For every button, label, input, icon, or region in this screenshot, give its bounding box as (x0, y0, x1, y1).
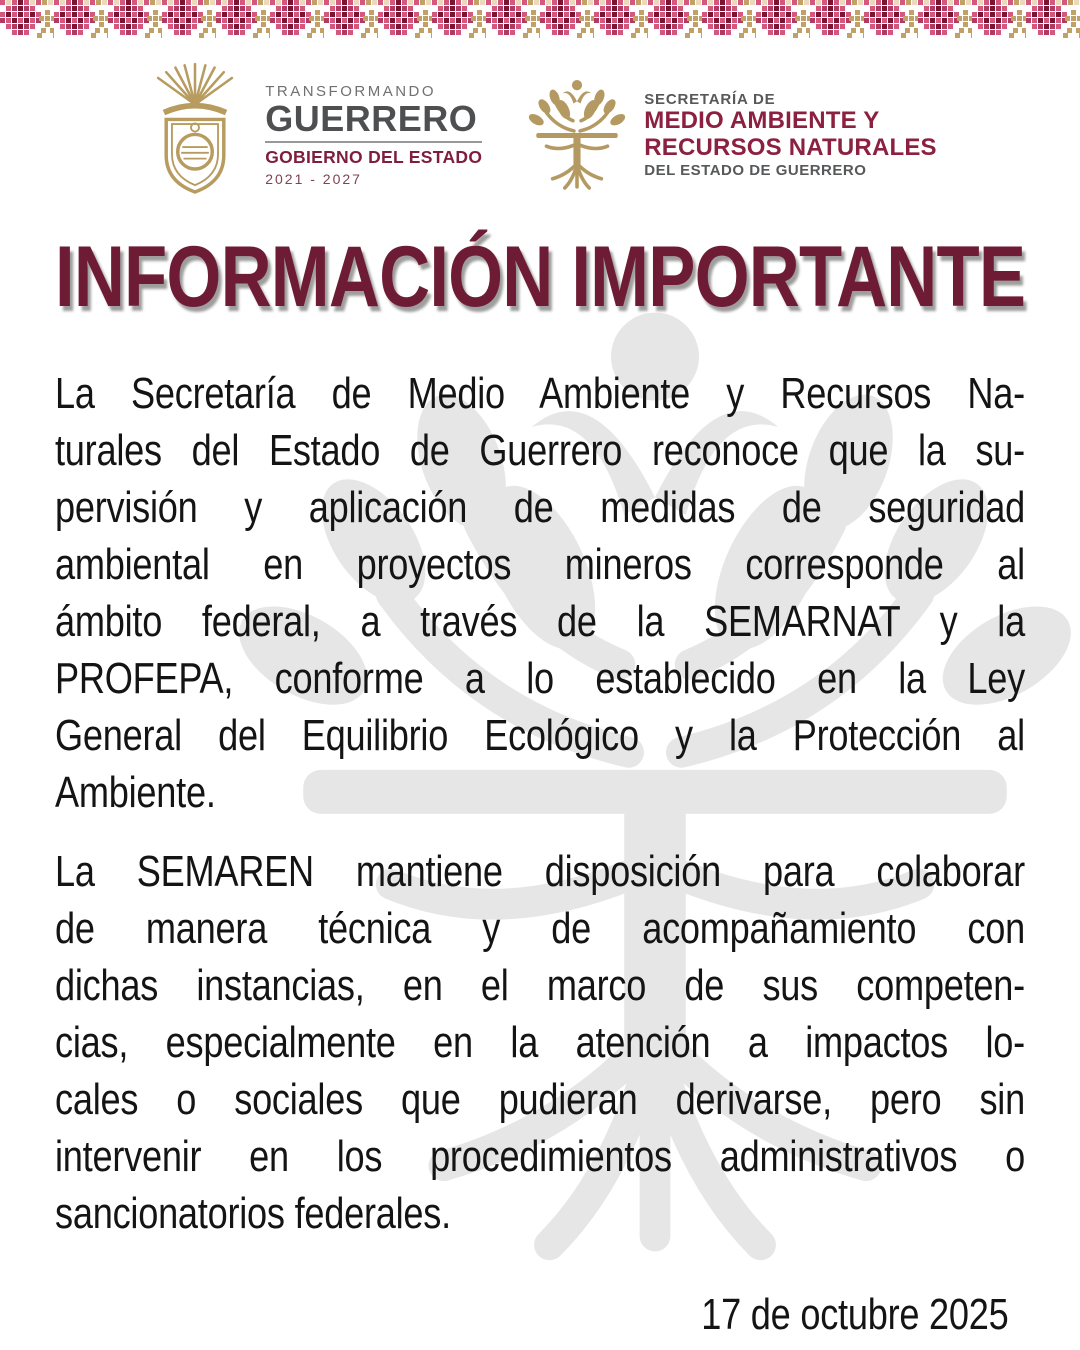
cross-stitch-border-icon (0, 0, 1080, 40)
date-label: 17 de octubre 2025 (701, 1290, 1009, 1339)
semaren-logo (526, 78, 937, 192)
body-line: La SEMAREN mantiene disposición para colaborar (55, 847, 1025, 896)
period-label: 2021 - 2027 (265, 170, 362, 187)
guerrero-coat-of-arms-icon (143, 63, 247, 207)
secretaria-de-label: SECRETARÍA DE (644, 91, 776, 109)
body-line: Ambiente. (55, 768, 216, 817)
body-line: cias, especialmente en la atención a impactos lo- (55, 1018, 1025, 1067)
body-line: General del Equilibrio Ecológico y la Protección al (55, 711, 1025, 760)
body-line: La Secretaría de Medio Ambiente y Recursos Na- (55, 369, 1025, 418)
body-line: dichas instancias, en el marco de sus competen- (55, 961, 1025, 1010)
body-line: ambiental en proyectos mineros corresponde al (55, 540, 1025, 589)
gobierno-label: GOBIERNO DEL ESTADO (265, 146, 483, 167)
announcement-content (55, 228, 1025, 1340)
semaren-tree-icon (526, 78, 628, 192)
body-line: de manera técnica y de acompañamiento con (55, 904, 1025, 953)
body-line: PROFEPA, conforme a lo establecido en la Ley (55, 654, 1025, 703)
paragraph-2 (55, 843, 1025, 1242)
page-title: INFORMACIÓN IMPORTANTE (55, 229, 1026, 325)
paragraph-1 (55, 365, 1025, 821)
body-line: ámbito federal, a través de la SEMARNAT y la (55, 597, 1025, 646)
body-line: cales o sociales que pudieran derivarse, pero sin (55, 1075, 1025, 1124)
semaren-logo-text (644, 91, 937, 179)
body-line: intervenir en los procedimientos administrativos o (55, 1132, 1025, 1181)
body-line: pervisión y aplicación de medidas de seguridad (55, 483, 1025, 532)
recursos-naturales-label: RECURSOS NATURALES (644, 133, 937, 161)
body-line: turales del Estado de Guerrero reconoce que la su- (55, 426, 1025, 475)
logo-divider-line (265, 141, 482, 143)
del-estado-label: DEL ESTADO DE GUERRERO (644, 161, 867, 179)
guerrero-logo (143, 63, 482, 207)
header-logos (0, 64, 1080, 206)
guerrero-label: GUERRERO (265, 98, 478, 140)
guerrero-logo-text (265, 83, 482, 187)
transformando-label: TRANSFORMANDO (265, 83, 437, 101)
body-line: sancionatorios federales. (55, 1189, 451, 1238)
medio-ambiente-label: MEDIO AMBIENTE Y (644, 107, 880, 135)
